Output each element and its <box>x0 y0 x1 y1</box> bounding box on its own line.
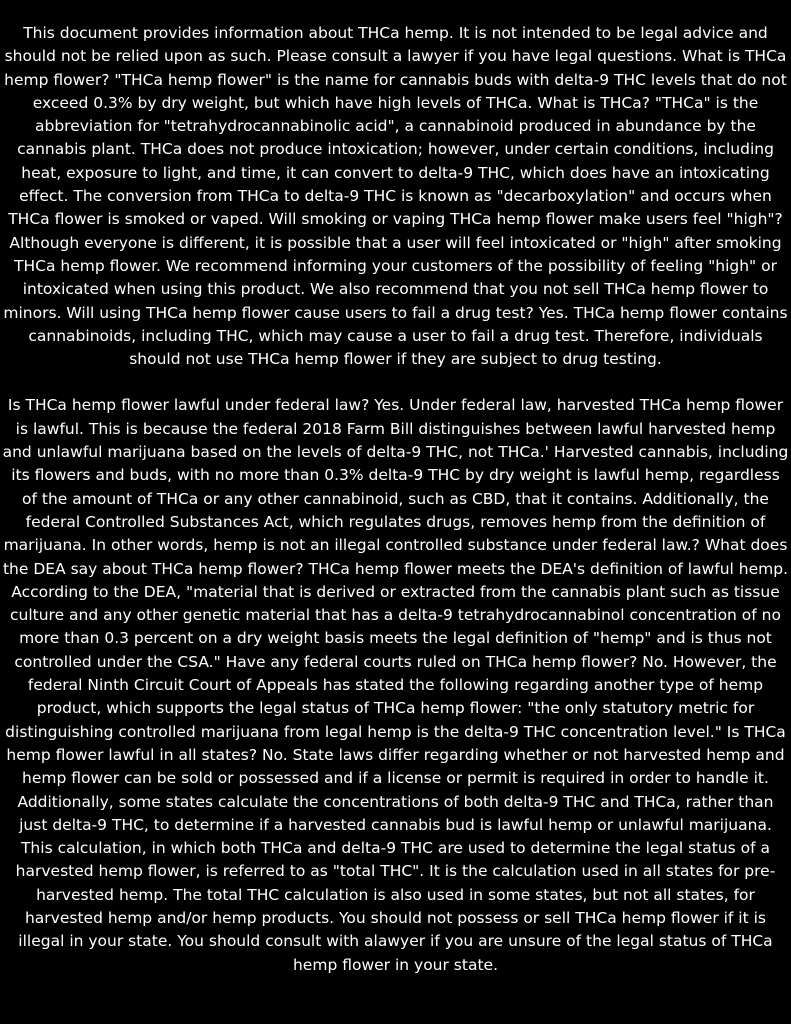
legal-status-paragraph: Is THCa hemp flower lawful under federal law? Yes. Under federal law, harvested THCa hemp flower is lawful. This is because the federal 2018 Farm Bill distinguishes between lawful harvested hemp and unlawful marijuana based on the levels of delta-9 THC, not THCa.' Harvested cannabis, including its flowers and buds, with no more than 0.3% delta-9 THC by dry weight is lawful hemp, regardless of the amount of THCa or any other cannabinoid, such as CBD, that it contains. Additionally, the federal Controlled Substances Act, which regulates drugs, removes hemp from the definition of marijuana. In other words, hemp is not an illegal controlled substance under federal law.? What does the DEA say about THCa hemp flower? THCa hemp flower meets the DEA's definition of lawful hemp. According to the DEA, "material that is derived or extracted from the cannabis plant such as tissue culture and any other genetic material that has a delta-9 tetrahydrocannabinol concentration of no more than 0.3 percent on a dry weight basis meets the legal definition of "hemp" and is thus not controlled under the CSA." Have any federal courts ruled on THCa hemp flower? No. However, the federal Ninth Circuit Court of Appeals has stated the following regarding another type of hemp product, which supports the legal status of THCa hemp flower: "the only statutory metric for distinguishing controlled marijuana from legal hemp is the delta-9 THC concentration level." Is THCa hemp flower lawful in all states? No. State laws differ regarding whether or not harvested hemp and hemp flower can be sold or possessed and if a license or permit is required in order to handle it. Additionally, some states calculate the concentrations of both delta-9 THC and THCa, rather than just delta-9 THC, to determine if a harvested cannabis bud is lawful hemp or unlawful marijuana. This calculation, in which both THCa and delta-9 THC are used to determine the legal status of a harvested hemp flower, is referred to as "total THC". It is the calculation used in all states for pre-harvested hemp. The total THC calculation is also used in some states, but not all states, for harvested hemp and/or hemp products. You should not possess or sell THCa hemp flower if it is illegal in your state. You should consult with alawyer if you are unsure of the legal status of THCa hemp flower in your state. <box>2 396 789 974</box>
disclaimer-paragraph: This document provides information about THCa hemp. It is not intended to be legal advice and should not be relied upon as such. Please consult a lawyer if you have legal questions. What is THCa hemp flower? "THCa hemp flower" is the name for cannabis buds with delta-9 THC levels that do not exceed 0.3% by dry weight, but which have high levels of THCa. What is THCa? "THCa" is the abbreviation for "tetrahydrocannabinolic acid", a cannabinoid produced in abundance by the cannabis plant. THCa does not produce intoxication; however, under certain conditions, including heat, exposure to light, and time, it can convert to delta-9 THC, which does have an intoxicating effect. The conversion from THCa to delta-9 THC is known as "decarboxylation" and occurs when THCa flower is smoked or vaped. Will smoking or vaping THCa hemp flower make users feel "high"? Although everyone is different, it is possible that a user will feel intoxicated or "high" after smoking THCa hemp flower. We recommend informing your customers of the possibility of feeling "high" or intoxicated when using this product. We also recommend that you not sell THCa hemp flower to minors. Will using THCa hemp flower cause users to fail a drug test? Yes. THCa hemp flower contains cannabinoids, including THC, which may cause a user to fail a drug test. Therefore, individuals should not use THCa hemp flower if they are subject to drug testing. <box>3 24 788 369</box>
paragraph-spacer <box>2 371 789 394</box>
